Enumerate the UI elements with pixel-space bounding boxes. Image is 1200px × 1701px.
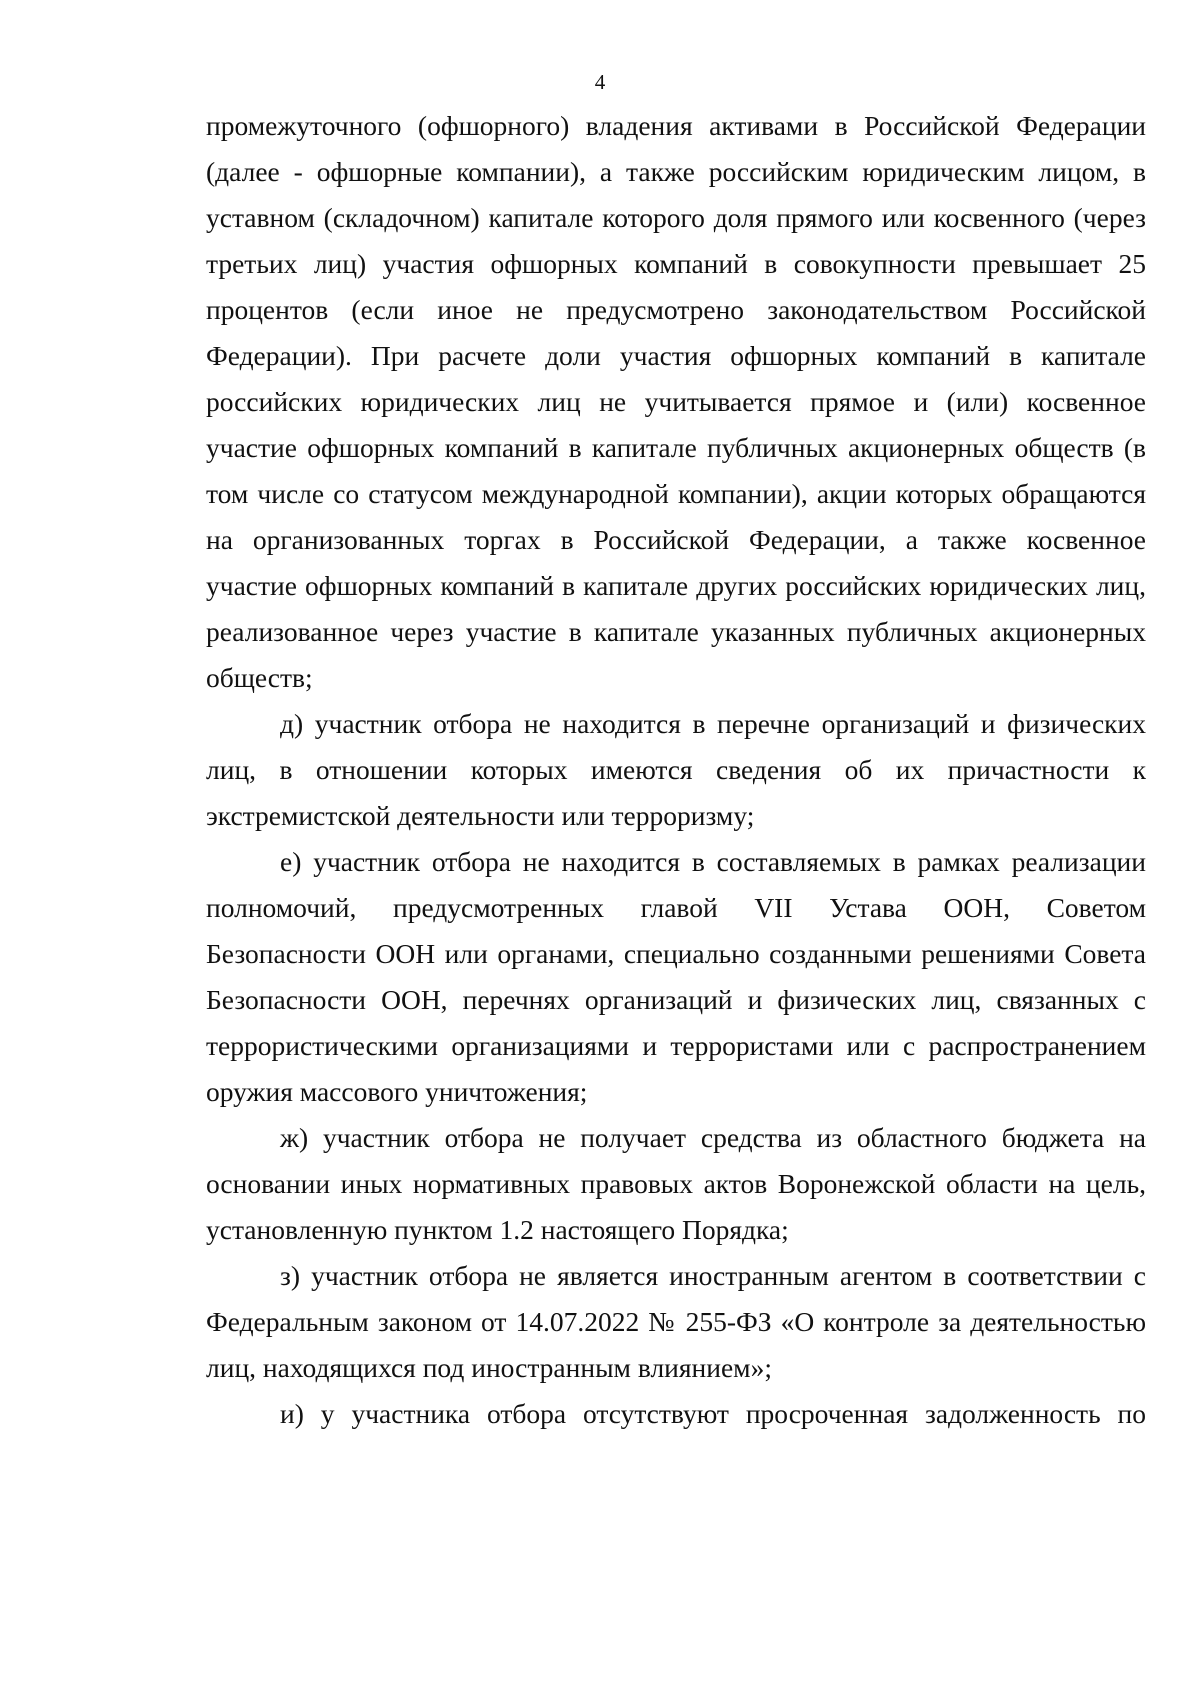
paragraph-e-first-line: е) участник отбора не находится в составляемых в рамках реализации — [280, 846, 1146, 877]
paragraph-zh-first-line: ж) участник отбора не получает средства из областного бюджета на — [280, 1122, 1146, 1153]
text-line: реализованное через участие в капитале указанных публичных акционерных — [206, 616, 1146, 647]
text-line: основании иных нормативных правовых актов Воронежской области на цель, — [206, 1168, 1146, 1199]
text-line: (далее - офшорные компании), а также российским юридическим лицом, в — [206, 156, 1146, 187]
text-line: том числе со статусом международной компании), акции которых обращаются — [206, 478, 1146, 509]
text-line: экстремистской деятельности или терроризму; — [206, 800, 755, 831]
text-line: обществ; — [206, 662, 313, 693]
text-line: промежуточного (офшорного) владения активами в Российской Федерации — [206, 110, 1146, 141]
text-line: лиц, находящихся под иностранным влиянием»; — [206, 1352, 772, 1383]
text-line: установленную пунктом 1.2 настоящего Порядка; — [206, 1214, 789, 1245]
page-number: 4 — [594, 70, 606, 94]
text-line: лиц, в отношении которых имеются сведения об их причастности к — [206, 754, 1146, 785]
text-line: третьих лиц) участия офшорных компаний в совокупности превышает 25 — [206, 248, 1146, 279]
text-line: уставном (складочном) капитале которого доля прямого или косвенного (через — [206, 202, 1146, 233]
text-line: Федерации). При расчете доли участия офшорных компаний в капитале — [206, 340, 1146, 371]
paragraph-i-first-line: и) у участника отбора отсутствуют просроченная задолженность по — [280, 1398, 1146, 1429]
text-line: процентов (если иное не предусмотрено законодательством Российской — [206, 294, 1146, 325]
text-line: Федеральным законом от 14.07.2022 № 255-ФЗ «О контроле за деятельностью — [206, 1306, 1146, 1337]
text-line: Безопасности ООН, перечнях организаций и физических лиц, связанных с — [206, 984, 1146, 1015]
paragraph-d-first-line: д) участник отбора не находится в перечне организаций и физических — [280, 708, 1146, 739]
text-line: террористическими организациями и террористами или с распространением — [206, 1030, 1146, 1061]
text-line: оружия массового уничтожения; — [206, 1076, 588, 1107]
text-line: полномочий, предусмотренных главой VII Устава ООН, Советом — [206, 892, 1146, 923]
paragraph-z-first-line: з) участник отбора не является иностранным агентом в соответствии с — [280, 1260, 1146, 1291]
text-line: участие офшорных компаний в капитале публичных акционерных обществ (в — [206, 432, 1146, 463]
text-line: российских юридических лиц не учитывается прямое и (или) косвенное — [206, 386, 1146, 417]
text-line: на организованных торгах в Российской Федерации, а также косвенное — [206, 524, 1146, 555]
text-line: участие офшорных компаний в капитале других российских юридических лиц, — [206, 570, 1146, 601]
text-line: Безопасности ООН или органами, специально созданными решениями Совета — [206, 938, 1146, 969]
